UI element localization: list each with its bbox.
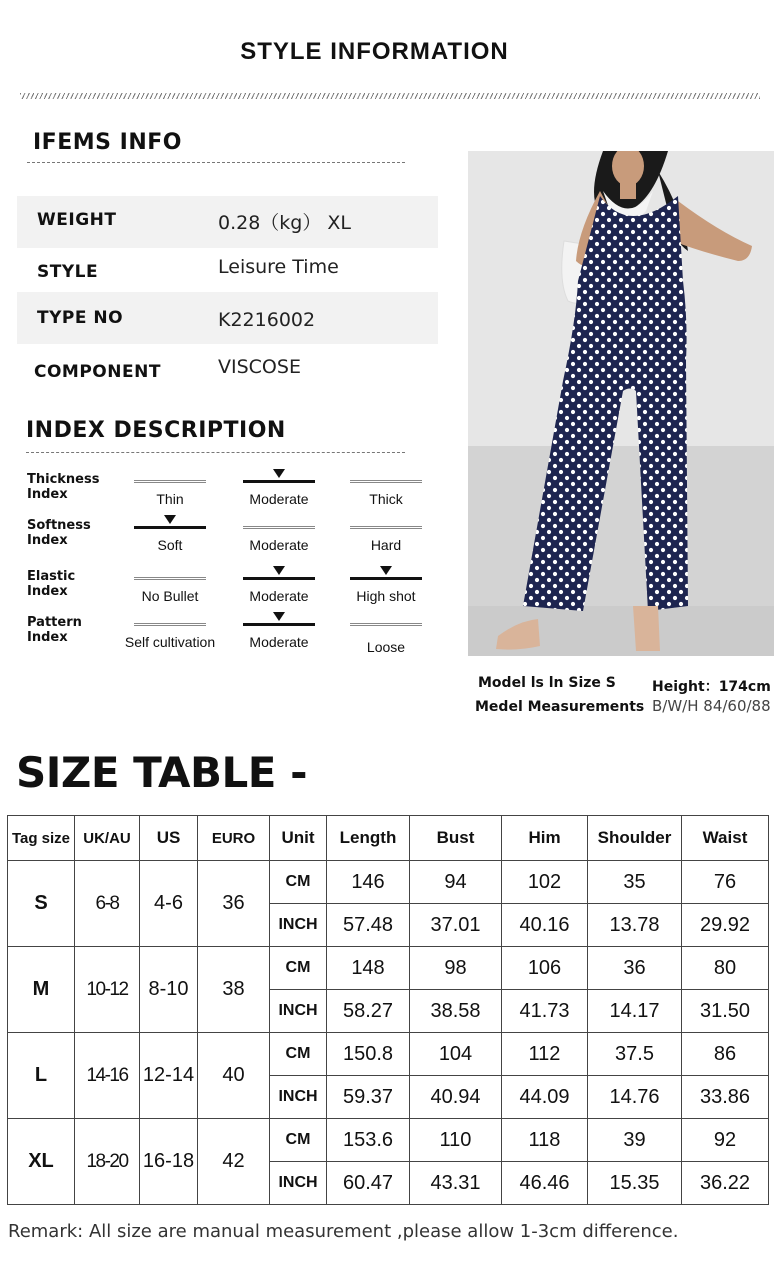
size-tag-cell: L [8,1033,75,1119]
info-value: K2216002 [218,309,316,331]
size-value-cell: 39 [588,1119,682,1162]
size-value-cell: 37.01 [410,904,502,947]
size-table-header [8,816,769,861]
index-option-label: Moderate [249,634,309,650]
page-title: STYLE INFORMATION [240,38,509,65]
size-unit-cell: INCH [270,1076,327,1119]
size-uk-cell: 10-12 [75,947,140,1033]
size-value-cell: 76 [682,861,769,904]
size-value-cell: 31.50 [682,990,769,1033]
index-bar [350,526,422,529]
info-value: 0.28（kg） XL [218,212,352,234]
index-row-label: Thickness Index [27,472,100,502]
index-option-label: Self cultivation [124,634,216,650]
size-value-cell: 112 [502,1033,588,1076]
size-value-cell: 86 [682,1033,769,1076]
index-option-label: Hard [370,537,402,553]
size-value-cell: 110 [410,1119,502,1162]
size-value-cell: 41.73 [502,990,588,1033]
size-value-cell: 14.76 [588,1076,682,1119]
info-row-component [17,344,438,396]
size-table [7,815,769,1205]
size-value-cell: 104 [410,1033,502,1076]
size-value-cell: 29.92 [682,904,769,947]
index-option-label: Moderate [249,537,309,553]
index-bar [134,623,206,626]
size-uk-cell: 18-20 [75,1119,140,1205]
index-bar [134,480,206,483]
size-unit-cell: CM [270,1033,327,1076]
size-value-cell: 106 [502,947,588,990]
size-table-header-cell: US [140,816,198,861]
info-key: WEIGHT [37,210,117,230]
size-value-cell: 43.31 [410,1162,502,1205]
size-table-row [8,861,769,904]
index-marker-icon [273,566,285,575]
size-table-row [8,947,769,990]
info-row-type-no [17,292,438,344]
index-marker-icon [380,566,392,575]
size-table-header-cell: EURO [198,816,270,861]
size-uk-cell: 14-16 [75,1033,140,1119]
title-divider [20,93,760,99]
size-value-cell: 146 [327,861,410,904]
size-table-header-cell: Him [502,816,588,861]
model-size-text: Model ls ln Size S [478,675,616,691]
size-value-cell: 94 [410,861,502,904]
size-value-cell: 40.16 [502,904,588,947]
size-unit-cell: INCH [270,904,327,947]
size-unit-cell: INCH [270,1162,327,1205]
size-table-header-cell: Length [327,816,410,861]
size-value-cell: 57.48 [327,904,410,947]
size-value-cell: 36 [588,947,682,990]
size-us-cell: 16-18 [140,1119,198,1205]
info-row-weight [17,196,438,248]
size-euro-cell: 36 [198,861,270,947]
size-euro-cell: 38 [198,947,270,1033]
size-us-cell: 8-10 [140,947,198,1033]
size-value-cell: 58.27 [327,990,410,1033]
info-key: STYLE [37,262,99,282]
info-key: TYPE NO [37,308,124,328]
size-us-cell: 12-14 [140,1033,198,1119]
index-description-divider [26,452,405,453]
size-uk-cell: 6-8 [75,861,140,947]
size-table-header-cell: Waist [682,816,769,861]
size-table-body [8,861,769,1205]
size-value-cell: 44.09 [502,1076,588,1119]
size-value-cell: 148 [327,947,410,990]
index-bar-selected [243,577,315,580]
size-table-title: SIZE TABLE - [16,748,308,797]
index-row-label: Elastic Index [27,569,76,599]
size-us-cell: 4-6 [140,861,198,947]
info-key: COMPONENT [34,362,161,382]
size-tag-cell: XL [8,1119,75,1205]
remark-text: Remark: All size are manual measurement ,please allow 1-3cm difference. [8,1221,679,1242]
index-option-label: Moderate [249,491,309,507]
index-bar-selected [350,577,422,580]
model-measure-label: Medel Measurements [475,699,645,715]
size-tag-cell: M [8,947,75,1033]
index-row-label: Softness Index [27,518,91,548]
model-height: Height：174cm [652,679,771,695]
index-bar [243,526,315,529]
model-bwh: B/W/H 84/60/88 [652,697,771,715]
index-option-label: Loose [366,639,406,655]
index-bar-selected [243,623,315,626]
size-value-cell: 37.5 [588,1033,682,1076]
size-value-cell: 46.46 [502,1162,588,1205]
size-unit-cell: CM [270,1119,327,1162]
index-marker-icon [273,469,285,478]
size-unit-cell: INCH [270,990,327,1033]
index-option-label: No Bullet [141,588,199,604]
index-description-heading: INDEX DESCRIPTION [26,418,286,443]
size-euro-cell: 42 [198,1119,270,1205]
size-value-cell: 102 [502,861,588,904]
size-value-cell: 60.47 [327,1162,410,1205]
size-unit-cell: CM [270,947,327,990]
index-option-label: High shot [356,588,416,604]
index-bar-selected [134,526,206,529]
index-option-label: Moderate [249,588,309,604]
size-table-row [8,1119,769,1162]
size-value-cell: 98 [410,947,502,990]
index-option-label: Thick [369,491,403,507]
size-value-cell: 35 [588,861,682,904]
size-table-header-cell: Shoulder [588,816,682,861]
index-bar [350,623,422,626]
size-euro-cell: 40 [198,1033,270,1119]
size-value-cell: 150.8 [327,1033,410,1076]
size-table-header-cell: Tag size [8,816,75,861]
product-photo [468,151,774,656]
size-table-header-cell: UK/AU [75,816,140,861]
size-value-cell: 40.94 [410,1076,502,1119]
index-marker-icon [164,515,176,524]
size-value-cell: 14.17 [588,990,682,1033]
items-info-divider [27,162,405,163]
index-row-label: Pattern Index [27,615,82,645]
index-option-label: Soft [157,537,183,553]
size-table-header-cell: Unit [270,816,327,861]
size-value-cell: 33.86 [682,1076,769,1119]
size-value-cell: 80 [682,947,769,990]
size-value-cell: 153.6 [327,1119,410,1162]
index-bar-selected [243,480,315,483]
items-info-heading: IFEMS INFO [33,130,182,155]
size-unit-cell: CM [270,861,327,904]
size-value-cell: 92 [682,1119,769,1162]
index-option-label: Thin [156,491,184,507]
size-value-cell: 15.35 [588,1162,682,1205]
size-value-cell: 13.78 [588,904,682,947]
size-table-header-cell: Bust [410,816,502,861]
info-value: VISCOSE [218,356,301,378]
info-value: Leisure Time [218,256,339,278]
size-tag-cell: S [8,861,75,947]
size-value-cell: 118 [502,1119,588,1162]
size-value-cell: 38.58 [410,990,502,1033]
size-value-cell: 36.22 [682,1162,769,1205]
index-marker-icon [273,612,285,621]
size-value-cell: 59.37 [327,1076,410,1119]
size-table-row [8,1033,769,1076]
index-bar [134,577,206,580]
index-bar [350,480,422,483]
